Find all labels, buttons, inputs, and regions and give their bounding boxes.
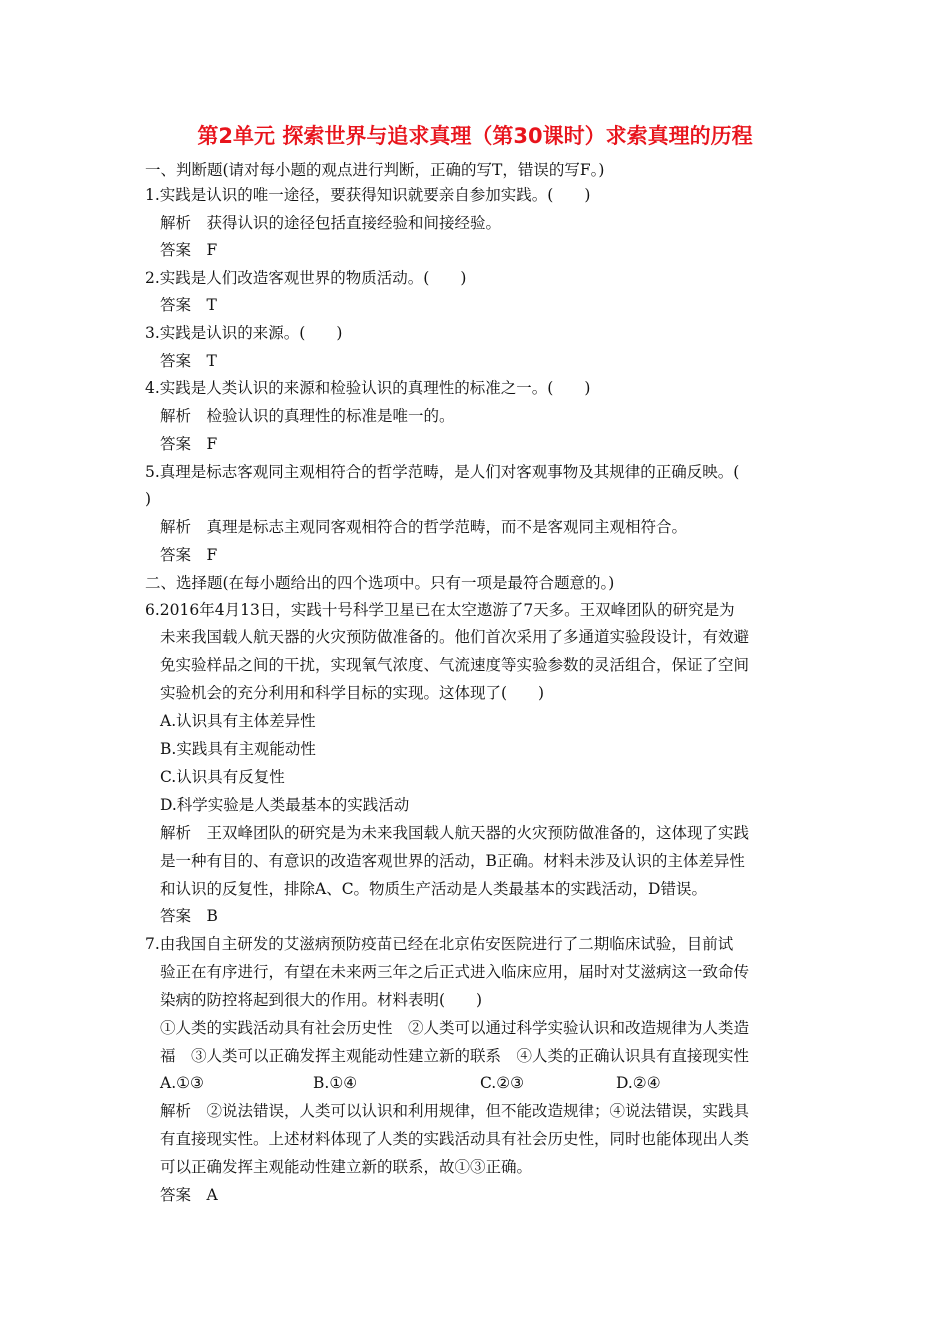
q6-analysis-line1: 解析 王双峰团队的研究是为未来我国载人航天器的火灾预防做准备的，这体现了实践 xyxy=(160,824,750,842)
q7-option-d: D.②④ xyxy=(616,1074,661,1092)
q3-answer: 答案 T xyxy=(160,352,217,370)
q6-option-c: C.认识具有反复性 xyxy=(160,768,285,786)
q1-analysis: 解析 获得认识的途径包括直接经验和间接经验。 xyxy=(160,214,502,232)
section-heading-judgment: 一、判断题(请对每小题的观点进行判断，正确的写T，错误的写F。) xyxy=(145,161,605,179)
q6-stem-line3: 免实验样品之间的干扰，实现氧气浓度、气流速度等实验参数的灵活组合，保证了空间 xyxy=(160,656,750,674)
q5-answer: 答案 F xyxy=(160,546,218,564)
q6-stem-line2: 未来我国载人航天器的火灾预防做准备的。他们首次采用了多通道实验段设计，有效避 xyxy=(160,628,750,646)
document-title: 第2单元 探索世界与追求真理（第30课时）求索真理的历程 xyxy=(197,124,753,148)
q7-analysis-line3: 可以正确发挥主观能动性建立新的联系，故①③正确。 xyxy=(160,1158,533,1176)
q2-stem: 2.实践是人们改造客观世界的物质活动。( ) xyxy=(145,269,467,287)
q7-stem-line1: 7.由我国自主研发的艾滋病预防疫苗已经在北京佑安医院进行了二期临床试验，目前试 xyxy=(145,935,734,953)
q7-analysis-line2: 有直接现实性。上述材料体现了人类的实践活动具有社会历史性，同时也能体现出人类 xyxy=(160,1130,750,1148)
q6-option-d: D.科学实验是人类最基本的实践活动 xyxy=(160,796,410,814)
q5-stem-line1: 5.真理是标志客观同主观相符合的哲学范畴，是人们对客观事物及其规律的正确反映。( xyxy=(145,463,740,481)
q7-analysis-line1: 解析 ②说法错误，人类可以认识和利用规律，但不能改造规律；④说法错误，实践具 xyxy=(160,1102,750,1120)
q6-option-a: A.认识具有主体差异性 xyxy=(160,712,316,730)
q7-option-b: B.①④ xyxy=(313,1074,358,1092)
q6-analysis-line2: 是一种有目的、有意识的改造客观世界的活动，B正确。材料未涉及认识的主体差异性 xyxy=(160,852,745,870)
q1-stem: 1.实践是认识的唯一途径，要获得知识就要亲自参加实践。( ) xyxy=(145,186,591,204)
q7-answer: 答案 A xyxy=(160,1186,218,1204)
q1-answer: 答案 F xyxy=(160,241,218,259)
q6-option-b: B.实践具有主观能动性 xyxy=(160,740,316,758)
q4-analysis: 解析 检验认识的真理性的标准是唯一的。 xyxy=(160,407,455,425)
q6-answer: 答案 B xyxy=(160,907,218,925)
q7-stem-line2: 验正在有序进行，有望在未来两三年之后正式进入临床应用，届时对艾滋病这一致命传 xyxy=(160,963,750,981)
q7-stem-line3: 染病的防控将起到很大的作用。材料表明( ) xyxy=(160,991,483,1009)
q4-stem: 4.实践是人类认识的来源和检验认识的真理性的标准之一。( ) xyxy=(145,379,591,397)
q7-option-c: C.②③ xyxy=(480,1074,525,1092)
q3-stem: 3.实践是认识的来源。( ) xyxy=(145,324,343,342)
q7-option-a: A.①③ xyxy=(160,1074,204,1092)
q6-analysis-line3: 和认识的反复性，排除A、C。物质生产活动是人类最基本的实践活动，D错误。 xyxy=(160,880,707,898)
q5-stem-line2: ) xyxy=(145,490,152,508)
section-heading-choice: 二、选择题(在每小题给出的四个选项中。只有一项是最符合题意的。) xyxy=(145,574,615,592)
q5-analysis: 解析 真理是标志主观同客观相符合的哲学范畴，而不是客观同主观相符合。 xyxy=(160,518,688,536)
q7-items-line2: 福 ③人类可以正确发挥主观能动性建立新的联系 ④人类的正确认识具有直接现实性 xyxy=(160,1047,750,1065)
q7-items-line1: ①人类的实践活动具有社会历史性 ②人类可以通过科学实验认识和改造规律为人类造 xyxy=(160,1019,750,1037)
q2-answer: 答案 T xyxy=(160,296,217,314)
q4-answer: 答案 F xyxy=(160,435,218,453)
q6-stem-line4: 实验机会的充分利用和科学目标的实现。这体现了( ) xyxy=(160,684,545,702)
q6-stem-line1: 6.2016年4月13日，实践十号科学卫星已在太空遨游了7天多。王双峰团队的研究是为 xyxy=(145,601,735,619)
